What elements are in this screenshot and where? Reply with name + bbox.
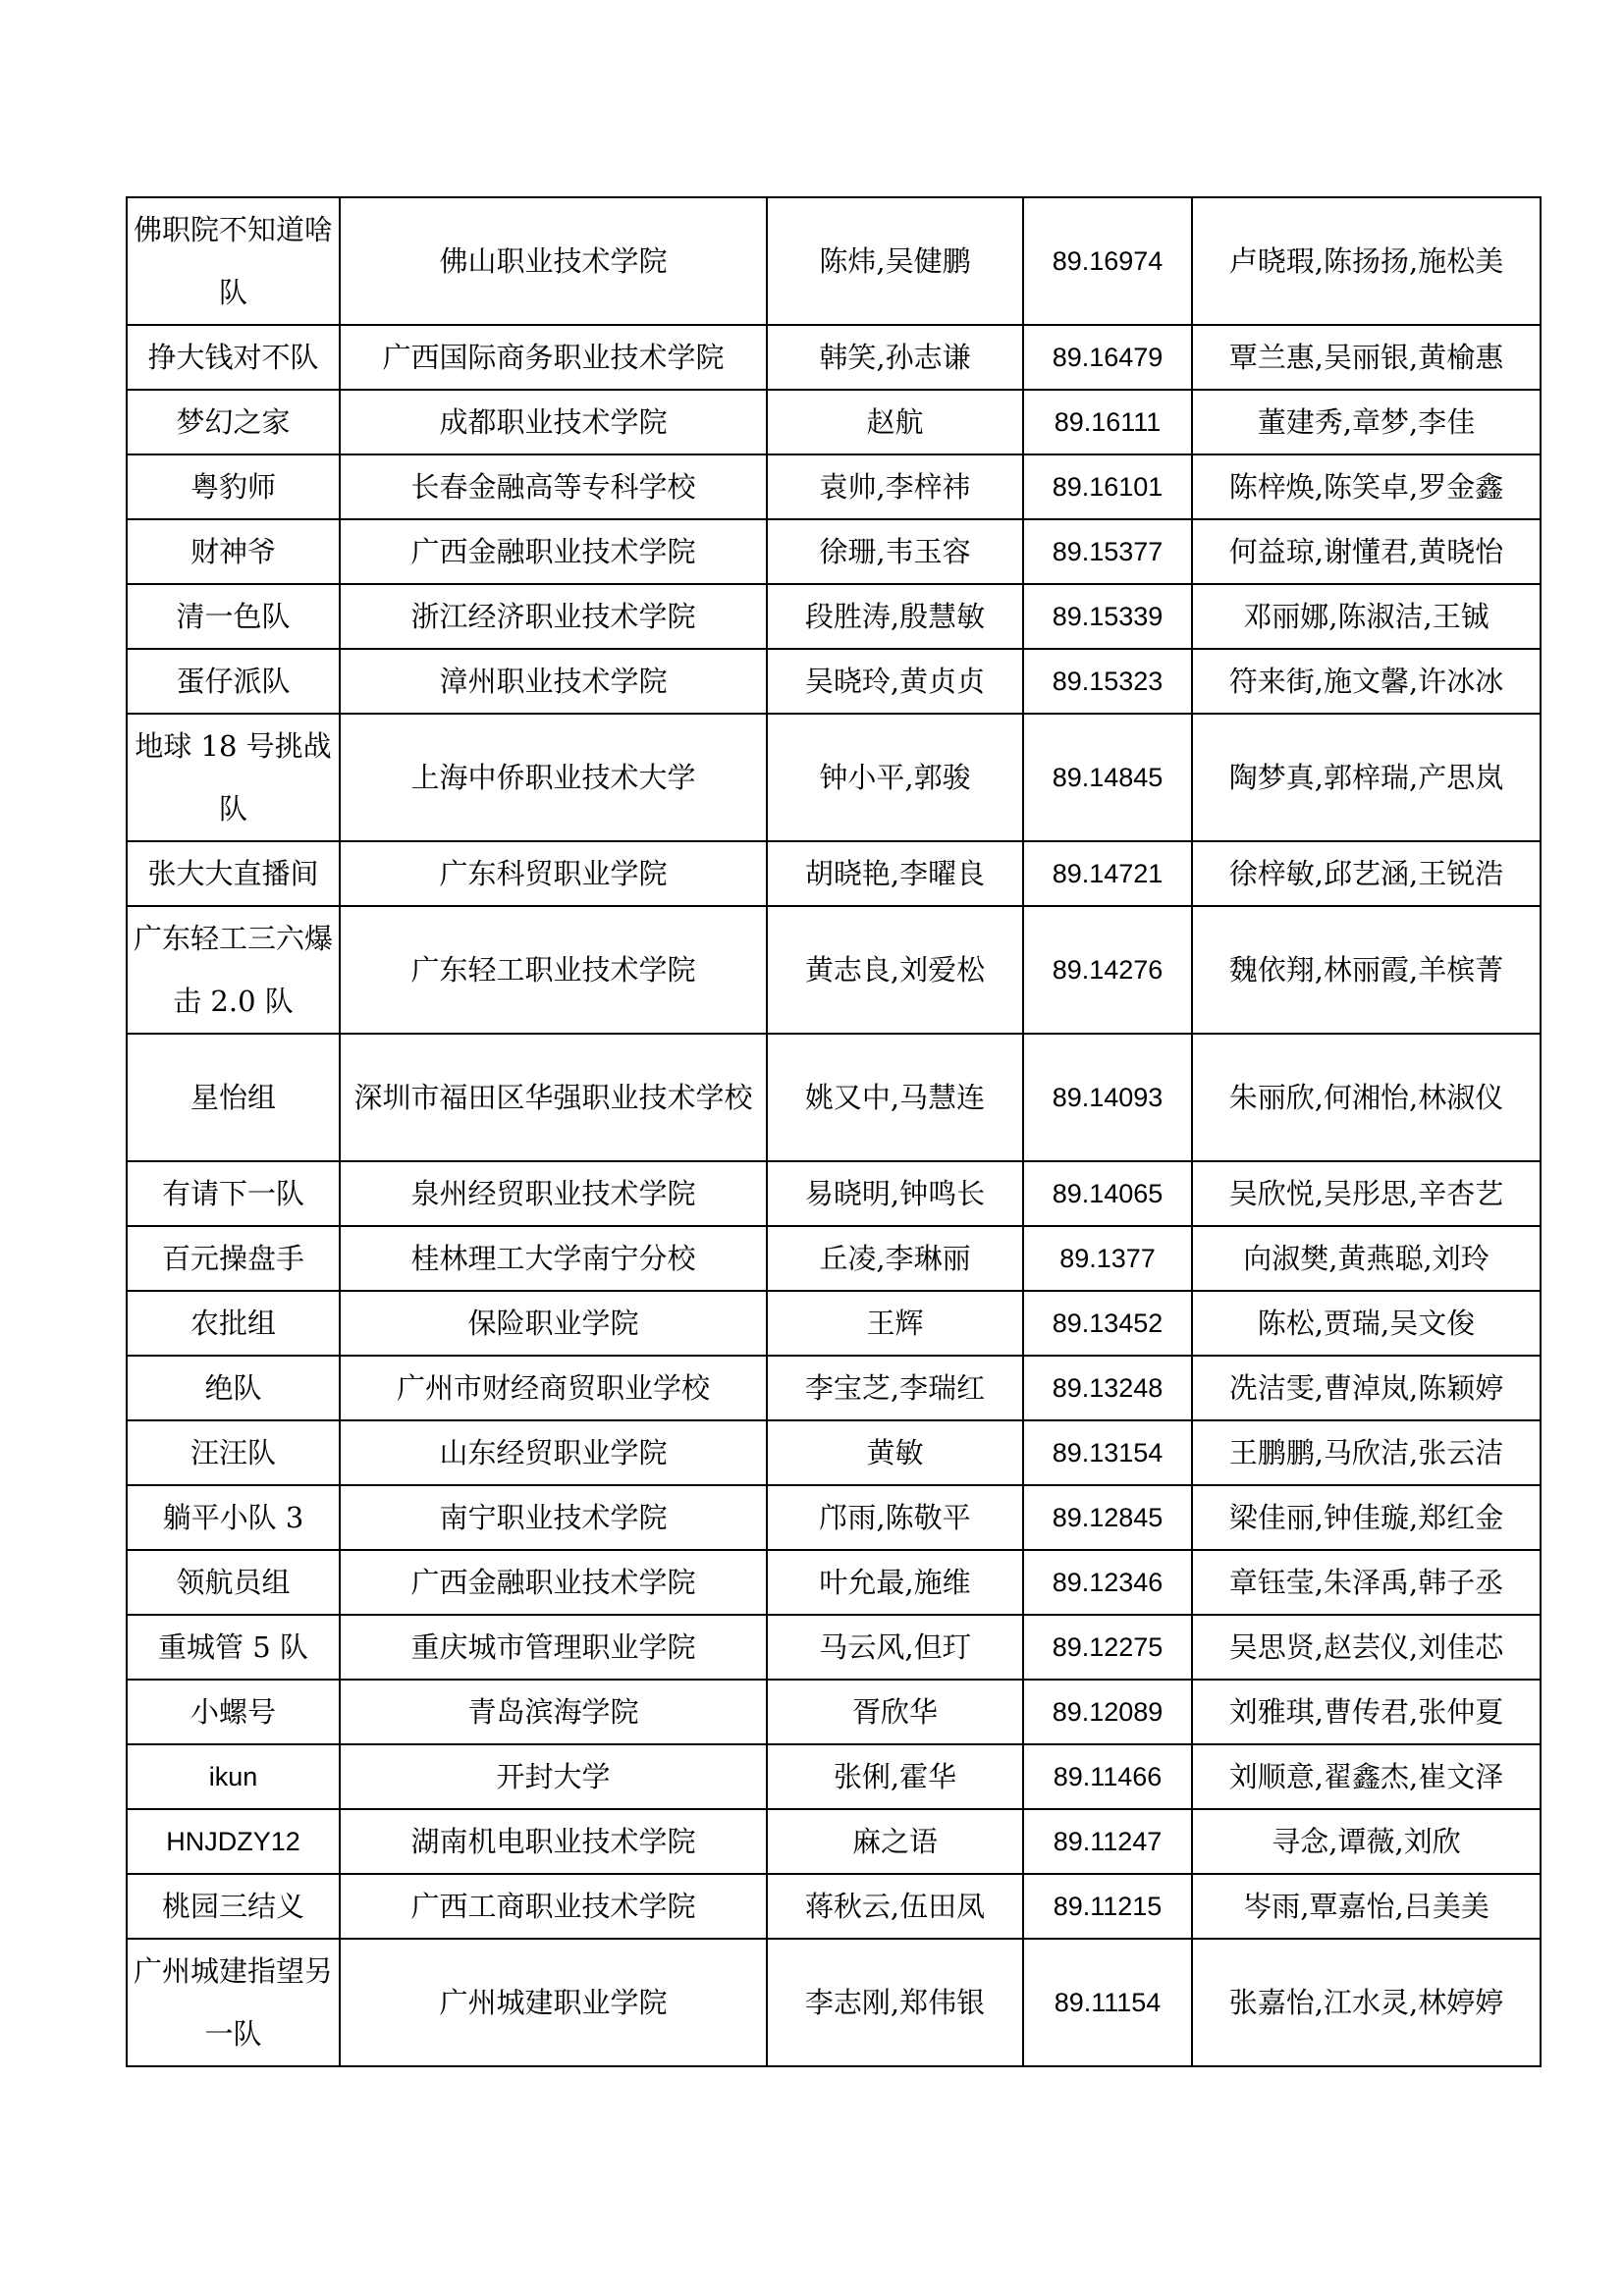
advisors-cell: 吴晓玲,黄贞贞 (767, 649, 1023, 714)
advisors-cell: 李志刚,郑伟银 (767, 1939, 1023, 2066)
score-cell: 89.1377 (1023, 1226, 1192, 1291)
score-cell: 89.16479 (1023, 325, 1192, 390)
score-cell: 89.11154 (1023, 1939, 1192, 2066)
team-name-cell: 清一色队 (127, 584, 340, 649)
team-name-cell: 张大大直播间 (127, 841, 340, 906)
members-cell: 吴欣悦,吴彤思,辛杏艺 (1192, 1161, 1541, 1226)
team-name-cell: 财神爷 (127, 519, 340, 584)
team-name-cell: 有请下一队 (127, 1161, 340, 1226)
members-cell: 寻念,谭薇,刘欣 (1192, 1809, 1541, 1874)
team-name-cell: 梦幻之家 (127, 390, 340, 454)
advisors-cell: 韩笑,孙志谦 (767, 325, 1023, 390)
results-table-body (127, 197, 1541, 2066)
members-cell: 符来街,施文馨,许冰冰 (1192, 649, 1541, 714)
team-name-cell: 领航员组 (127, 1550, 340, 1615)
members-cell: 刘雅琪,曹传君,张仲夏 (1192, 1680, 1541, 1744)
members-cell: 徐梓敏,邱艺涵,王锐浩 (1192, 841, 1541, 906)
team-name-cell: 佛职院不知道啥队 (127, 197, 340, 325)
school-cell: 广州市财经商贸职业学校 (340, 1356, 767, 1420)
school-cell: 长春金融高等专科学校 (340, 454, 767, 519)
team-name-cell: 地球 18 号挑战队 (127, 714, 340, 841)
score-cell: 89.11466 (1023, 1744, 1192, 1809)
score-cell: 89.13452 (1023, 1291, 1192, 1356)
score-cell: 89.13154 (1023, 1420, 1192, 1485)
table-row (127, 841, 1541, 906)
team-name-cell: 汪汪队 (127, 1420, 340, 1485)
school-cell: 山东经贸职业学院 (340, 1420, 767, 1485)
advisors-cell: 黄志良,刘爱松 (767, 906, 1023, 1034)
table-row (127, 1485, 1541, 1550)
school-cell: 佛山职业技术学院 (340, 197, 767, 325)
team-name-cell: 挣大钱对不队 (127, 325, 340, 390)
school-cell: 南宁职业技术学院 (340, 1485, 767, 1550)
team-name-cell: 广州城建指望另一队 (127, 1939, 340, 2066)
score-cell: 89.15339 (1023, 584, 1192, 649)
score-cell: 89.11215 (1023, 1874, 1192, 1939)
members-cell: 张嘉怡,江水灵,林婷婷 (1192, 1939, 1541, 2066)
members-cell: 刘顺意,翟鑫杰,崔文泽 (1192, 1744, 1541, 1809)
table-row (127, 1291, 1541, 1356)
members-cell: 陶梦真,郭梓瑞,产思岚 (1192, 714, 1541, 841)
table-row (127, 906, 1541, 1034)
school-cell: 广西国际商务职业技术学院 (340, 325, 767, 390)
members-cell: 魏依翔,林丽霞,羊槟菁 (1192, 906, 1541, 1034)
table-row (127, 1034, 1541, 1161)
table-row (127, 519, 1541, 584)
score-cell: 89.14093 (1023, 1034, 1192, 1161)
score-cell: 89.13248 (1023, 1356, 1192, 1420)
advisors-cell: 麻之语 (767, 1809, 1023, 1874)
members-cell: 陈松,贾瑞,吴文俊 (1192, 1291, 1541, 1356)
score-cell: 89.15323 (1023, 649, 1192, 714)
school-cell: 成都职业技术学院 (340, 390, 767, 454)
advisors-cell: 段胜涛,殷慧敏 (767, 584, 1023, 649)
score-cell: 89.14845 (1023, 714, 1192, 841)
school-cell: 桂林理工大学南宁分校 (340, 1226, 767, 1291)
members-cell: 梁佳丽,钟佳璇,郑红金 (1192, 1485, 1541, 1550)
score-cell: 89.16101 (1023, 454, 1192, 519)
team-name-cell: 广东轻工三六爆击 2.0 队 (127, 906, 340, 1034)
school-cell: 广西金融职业技术学院 (340, 519, 767, 584)
school-cell: 上海中侨职业技术大学 (340, 714, 767, 841)
advisors-cell: 王辉 (767, 1291, 1023, 1356)
table-row (127, 1744, 1541, 1809)
table-row (127, 1550, 1541, 1615)
school-cell: 泉州经贸职业技术学院 (340, 1161, 767, 1226)
score-cell: 89.15377 (1023, 519, 1192, 584)
team-name-cell: 农批组 (127, 1291, 340, 1356)
advisors-cell: 陈炜,吴健鹏 (767, 197, 1023, 325)
members-cell: 朱丽欣,何湘怡,林淑仪 (1192, 1034, 1541, 1161)
table-row (127, 390, 1541, 454)
table-row (127, 1680, 1541, 1744)
table-row (127, 584, 1541, 649)
advisors-cell: 胥欣华 (767, 1680, 1023, 1744)
members-cell: 卢晓瑕,陈扬扬,施松美 (1192, 197, 1541, 325)
school-cell: 广州城建职业学院 (340, 1939, 767, 2066)
school-cell: 广东科贸职业学院 (340, 841, 767, 906)
table-row (127, 1809, 1541, 1874)
team-name-cell: 小螺号 (127, 1680, 340, 1744)
table-row (127, 1420, 1541, 1485)
team-name-cell: 粤豹师 (127, 454, 340, 519)
advisors-cell: 赵航 (767, 390, 1023, 454)
table-row (127, 454, 1541, 519)
table-row (127, 1356, 1541, 1420)
members-cell: 章钰莹,朱泽禹,韩子丞 (1192, 1550, 1541, 1615)
team-name-cell: 绝队 (127, 1356, 340, 1420)
team-name-cell: 重城管 5 队 (127, 1615, 340, 1680)
school-cell: 开封大学 (340, 1744, 767, 1809)
school-cell: 漳州职业技术学院 (340, 649, 767, 714)
school-cell: 深圳市福田区华强职业技术学校 (340, 1034, 767, 1161)
score-cell: 89.12845 (1023, 1485, 1192, 1550)
advisors-cell: 姚又中,马慧连 (767, 1034, 1023, 1161)
school-cell: 湖南机电职业技术学院 (340, 1809, 767, 1874)
table-row (127, 1939, 1541, 2066)
members-cell: 陈梓焕,陈笑卓,罗金鑫 (1192, 454, 1541, 519)
score-cell: 89.11247 (1023, 1809, 1192, 1874)
score-cell: 89.14721 (1023, 841, 1192, 906)
advisors-cell: 马云风,但玎 (767, 1615, 1023, 1680)
team-name-cell: HNJDZY12 (127, 1809, 340, 1874)
members-cell: 冼洁雯,曹淖岚,陈颖婷 (1192, 1356, 1541, 1420)
results-table (126, 196, 1542, 2067)
table-row (127, 1874, 1541, 1939)
team-name-cell: 百元操盘手 (127, 1226, 340, 1291)
members-cell: 邓丽娜,陈淑洁,王铖 (1192, 584, 1541, 649)
members-cell: 吴思贤,赵芸仪,刘佳芯 (1192, 1615, 1541, 1680)
advisors-cell: 徐珊,韦玉容 (767, 519, 1023, 584)
score-cell: 89.16974 (1023, 197, 1192, 325)
school-cell: 重庆城市管理职业学院 (340, 1615, 767, 1680)
members-cell: 岑雨,覃嘉怡,吕美美 (1192, 1874, 1541, 1939)
team-name-cell: 星怡组 (127, 1034, 340, 1161)
members-cell: 何益琼,谢懂君,黄晓怡 (1192, 519, 1541, 584)
team-name-cell: 桃园三结义 (127, 1874, 340, 1939)
members-cell: 向淑樊,黄燕聪,刘玲 (1192, 1226, 1541, 1291)
advisors-cell: 李宝芝,李瑞红 (767, 1356, 1023, 1420)
members-cell: 覃兰惠,吴丽银,黄榆惠 (1192, 325, 1541, 390)
school-cell: 广东轻工职业技术学院 (340, 906, 767, 1034)
advisors-cell: 黄敏 (767, 1420, 1023, 1485)
score-cell: 89.12089 (1023, 1680, 1192, 1744)
score-cell: 89.12346 (1023, 1550, 1192, 1615)
table-row (127, 197, 1541, 325)
score-cell: 89.14276 (1023, 906, 1192, 1034)
advisors-cell: 张俐,霍华 (767, 1744, 1023, 1809)
members-cell: 王鹏鹏,马欣洁,张云洁 (1192, 1420, 1541, 1485)
school-cell: 浙江经济职业技术学院 (340, 584, 767, 649)
advisors-cell: 胡晓艳,李曜良 (767, 841, 1023, 906)
table-row (127, 714, 1541, 841)
advisors-cell: 袁帅,李梓祎 (767, 454, 1023, 519)
school-cell: 青岛滨海学院 (340, 1680, 767, 1744)
team-name-cell: ikun (127, 1744, 340, 1809)
advisors-cell: 叶允最,施维 (767, 1550, 1023, 1615)
school-cell: 广西金融职业技术学院 (340, 1550, 767, 1615)
score-cell: 89.14065 (1023, 1161, 1192, 1226)
advisors-cell: 丘凌,李琳丽 (767, 1226, 1023, 1291)
table-row (127, 325, 1541, 390)
school-cell: 保险职业学院 (340, 1291, 767, 1356)
table-row (127, 1226, 1541, 1291)
advisors-cell: 蒋秋云,伍田凤 (767, 1874, 1023, 1939)
table-row (127, 649, 1541, 714)
advisors-cell: 易晓明,钟鸣长 (767, 1161, 1023, 1226)
members-cell: 董建秀,章梦,李佳 (1192, 390, 1541, 454)
team-name-cell: 蛋仔派队 (127, 649, 340, 714)
advisors-cell: 邝雨,陈敬平 (767, 1485, 1023, 1550)
table-row (127, 1615, 1541, 1680)
advisors-cell: 钟小平,郭骏 (767, 714, 1023, 841)
table-row (127, 1161, 1541, 1226)
score-cell: 89.12275 (1023, 1615, 1192, 1680)
team-name-cell: 躺平小队 3 (127, 1485, 340, 1550)
score-cell: 89.16111 (1023, 390, 1192, 454)
school-cell: 广西工商职业技术学院 (340, 1874, 767, 1939)
